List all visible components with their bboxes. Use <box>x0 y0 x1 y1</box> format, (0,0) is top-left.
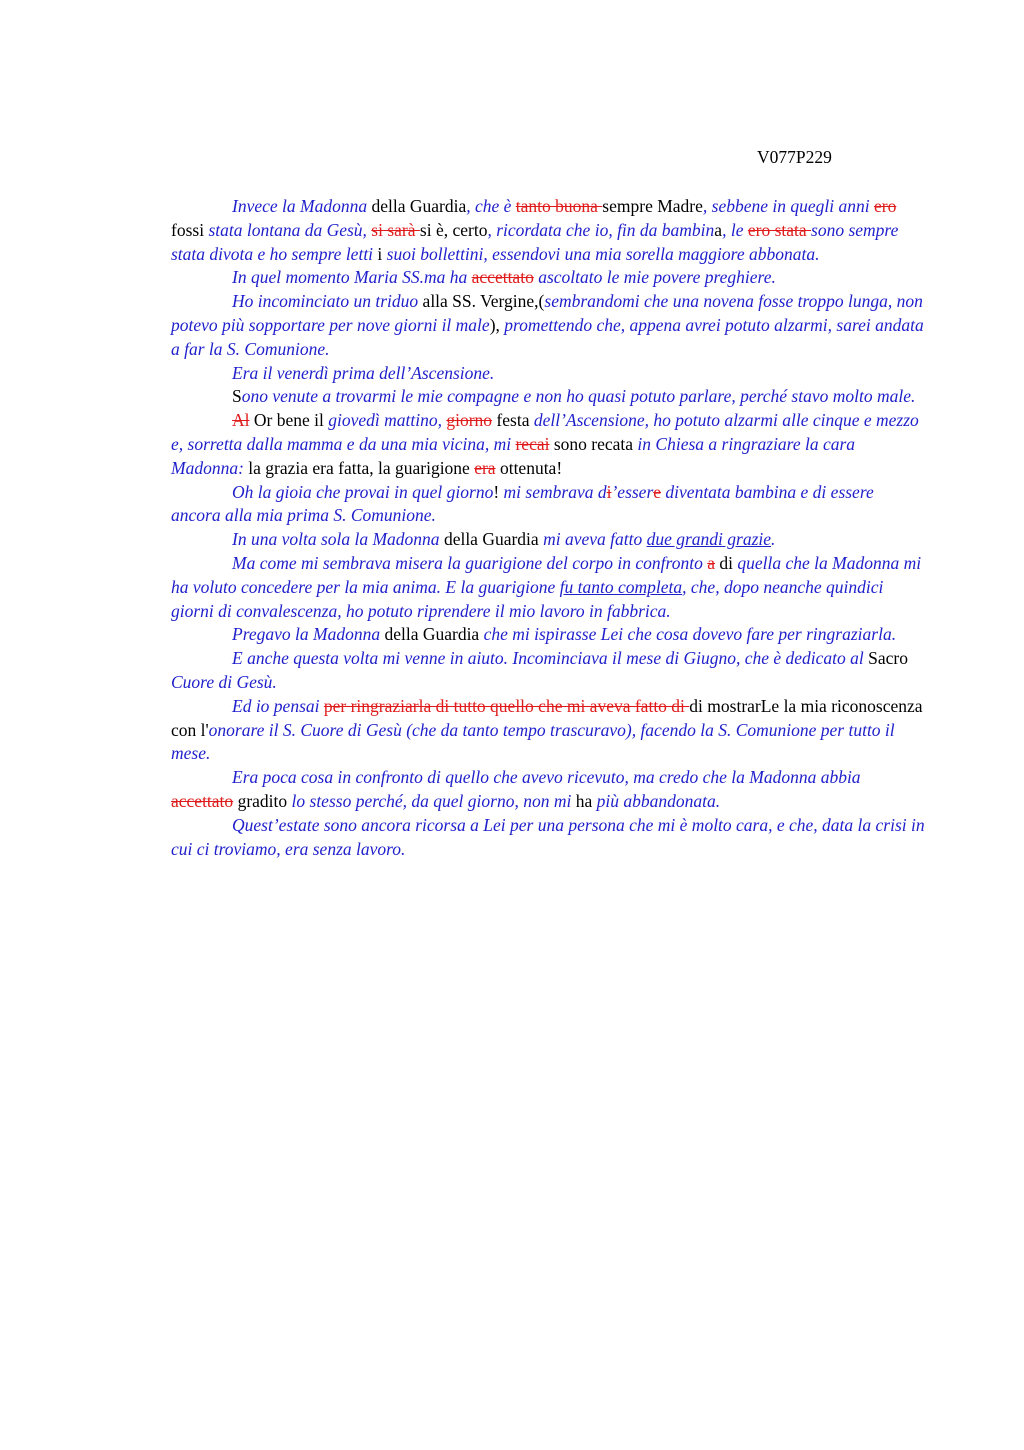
deleted-text: ero stata <box>747 219 812 240</box>
text-segment: Cuore di Gesù. <box>171 671 277 692</box>
text-segment: In quel momento Maria SS.ma ha <box>232 267 472 288</box>
text-segment: della Guardia <box>443 529 544 550</box>
text-segment: onorare il S. Cuore di Gesù (che da tanto tempo trascuravo), facendo la S. Comunione per tutto il mese. <box>171 719 895 764</box>
paragraph <box>171 409 926 480</box>
transcription-body <box>171 195 926 861</box>
text-segment: della Guardia <box>384 624 484 645</box>
text-segment: mi aveva fatto <box>543 529 647 550</box>
text-segment: di mostrarLe la mia riconoscenza con l' <box>171 695 923 740</box>
deleted-text: a <box>707 552 715 573</box>
text-segment: mi sembrava d <box>503 481 607 502</box>
text-segment: Era poca cosa in confronto di quello che avevo ricevuto, ma credo che la Madonna abbia <box>232 767 861 788</box>
text-segment: suoi bollettini, essendovi una mia sorella maggiore abbonata. <box>386 243 820 264</box>
text-segment: ascoltato le mie povere preghiere. <box>533 267 776 288</box>
text-segment: ), <box>489 314 505 335</box>
text-segment: lo stesso perché, da quel giorno, non mi <box>291 790 576 811</box>
paragraph <box>171 195 926 266</box>
text-segment: sembrandomi che una novena fosse troppo lunga, non potevo più sopportare per nove giorni il male <box>171 291 923 335</box>
text-segment: due grandi grazie <box>646 529 772 550</box>
text-segment: Quest’estate sono ancora ricorsa a Lei per una persona che mi è molto cara, e che, data la crisi in cui ci troviamo, era senza lavoro. <box>171 814 925 859</box>
text-segment: ottenuta! <box>495 457 563 478</box>
text-segment: di <box>714 552 738 573</box>
text-segment: , ricordata che io, fin da bambin <box>487 219 715 240</box>
page-identifier: V077P229 <box>757 147 832 167</box>
text-segment: ha <box>575 790 597 811</box>
text-segment: della Guardia <box>371 196 467 216</box>
text-segment: ono venute a trovarmi le mie compagne e non ho quasi potuto parlare, perché stavo molto male. <box>241 386 916 407</box>
text-segment: Invece la Madonna <box>232 196 372 216</box>
deleted-text: era <box>474 457 496 478</box>
deleted-text: e <box>653 481 662 502</box>
paragraph <box>171 290 926 361</box>
text-segment: Ed io pensai <box>232 695 324 716</box>
text-segment: in Chiesa a ringraziare la cara Madonna: <box>171 433 856 478</box>
text-segment: alla SS. Vergine,( <box>422 291 545 312</box>
text-segment: , che è <box>466 196 516 216</box>
deleted-text: per ringraziarla di tutto quello che mi aveva fatto di <box>323 695 690 716</box>
paragraph <box>171 814 926 862</box>
text-segment: fu tanto completa <box>559 576 683 597</box>
deleted-text: si sarà <box>371 219 420 240</box>
text-segment: gradito <box>233 790 292 811</box>
text-segment: sione. <box>452 362 495 383</box>
text-segment: . <box>771 529 776 550</box>
paragraph <box>171 362 926 386</box>
text-segment: a <box>714 219 723 240</box>
deleted-text: recai <box>515 433 550 454</box>
text-segment: sempre Madre <box>602 196 703 216</box>
text-segment: la grazia era fatta, la guarigione <box>248 457 475 478</box>
paragraph <box>171 766 926 814</box>
text-segment: Ma come mi sembrava misera la guarigione del corpo in confronto <box>232 552 708 573</box>
text-segment: che mi ispirasse Lei che cosa dovevo fare per ringraziarla. <box>483 624 897 645</box>
paragraph <box>171 552 926 623</box>
text-segment: , che, dopo neanche quindici giorni di convalescenza, ho potuto riprendere il mio lavoro in fabbrica. <box>171 576 884 621</box>
text-segment: ’esser <box>611 481 654 502</box>
text-segment: si è, certo <box>419 219 488 240</box>
text-segment: dell’Ascensione, ho potuto alzarmi alle cinque e mezzo e, sorretta dalla mamma e da una mia vicina, mi <box>171 410 919 454</box>
text-segment: stata lontana da Gesù, <box>208 219 372 240</box>
text-segment: Ho incominciato un triduo <box>232 291 423 312</box>
text-segment: festa <box>492 410 534 431</box>
text-segment: sono sempre stata d <box>171 219 899 264</box>
text-segment: Oh la gioia che provai in quel giorno <box>232 481 494 502</box>
paragraph <box>171 266 926 290</box>
text-segment: Sacro <box>868 648 909 669</box>
paragraph <box>171 647 926 695</box>
paragraph <box>171 695 926 766</box>
text-segment: Pregavo la Madonna <box>232 624 385 645</box>
text-segment: ivota e ho sempre letti <box>218 243 378 264</box>
text-segment: diventata bambina e di essere ancora alla mia prima S. Comunione. <box>171 481 874 526</box>
paragraph <box>171 385 926 409</box>
text-segment: più abbandonata. <box>596 790 721 811</box>
text-segment: Or bene il <box>249 410 329 431</box>
text-segment: In una volta sola la Madonna <box>232 529 444 550</box>
text-segment: sono recata <box>549 433 638 454</box>
paragraph <box>171 623 926 647</box>
deleted-text: ero <box>873 196 897 216</box>
deleted-text: tanto buona <box>515 196 603 216</box>
text-segment: giovedì mattino, <box>328 410 447 431</box>
deleted-text: accettato <box>171 790 234 811</box>
paragraph <box>171 528 926 552</box>
text-segment: quella che la Madonna mi ha voluto concedere per la mia anima. E la guarigione <box>171 552 922 597</box>
deleted-text: accettato <box>471 267 534 288</box>
text-segment: fossi <box>171 219 209 240</box>
text-segment: promettendo che, appena avrei potuto alzarmi, sarei andata a far la S. Comunione. <box>171 314 924 359</box>
paragraph <box>171 481 926 529</box>
deleted-text: giorno <box>446 410 493 431</box>
text-segment: Era il venerdì prima dell’Ascen <box>232 362 453 383</box>
deleted-text: Al <box>232 410 250 431</box>
text-segment: i <box>377 243 387 264</box>
text-segment: , le <box>722 219 748 240</box>
text-segment: , sebbene in quegli anni <box>702 196 874 216</box>
deleted-text: i <box>606 481 612 502</box>
text-segment: ! <box>493 481 504 502</box>
text-segment: S <box>232 386 242 407</box>
text-segment: E anche questa volta mi venne in aiuto. Incominciava il mese di Giugno, che è dedicato al <box>232 648 869 669</box>
